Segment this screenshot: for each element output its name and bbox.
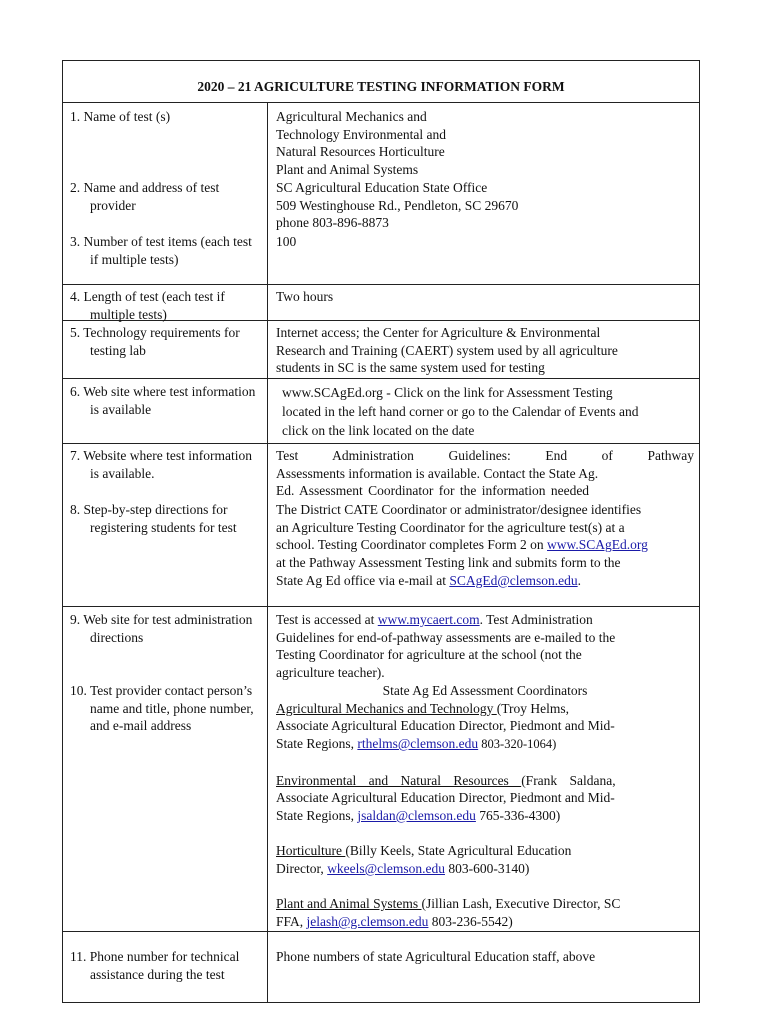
row-11-label: 11. Phone number for technical assistance during the test — [70, 949, 240, 982]
row-11-value: Phone numbers of state Agricultural Education staff, above — [276, 949, 596, 964]
row-8-label: 8. Step-by-step directions for registering students for test — [70, 502, 237, 535]
row-7-value: Test Administration Guidelines: End of Pathway Assessments information is available. Contact the State Ag. Ed. Assessment Coordinator for the information needed — [276, 448, 694, 499]
row-divider — [63, 606, 699, 607]
row-4-value: Two hours — [276, 289, 334, 304]
row-divider — [63, 931, 699, 932]
row-2-label: 2. Name and address of test provider — [70, 180, 220, 213]
jsaldan-email-link[interactable]: jsaldan@clemson.edu — [357, 807, 476, 823]
row-4-label: 4. Length of test (each test if multiple tests) — [70, 289, 225, 322]
scaged-email-link[interactable]: SCAgEd@clemson.edu — [449, 572, 578, 588]
row-8-value: The District CATE Coordinator or administrator/designee identifies an Agriculture Testing Coordinator for the agriculture test(s) at a school. Testing Coordinator completes Form 2 on www.SCAgEd.org at the Pathway Assessment Testing link and submits form to the State Ag Ed office via e-mail at SCAgEd@clemson.edu. — [276, 502, 648, 588]
row-divider — [63, 443, 699, 444]
coordinator-pas: Plant and Animal Systems (Jillian Lash, Executive Director, SC — [276, 896, 621, 912]
row-1-label: 1. Name of test (s) — [70, 109, 171, 124]
row-6-value: www.SCAgEd.org - Click on the link for Assessment Testing located in the left hand corner or go to the Calendar of Events and click on the link located on the date — [282, 385, 639, 438]
form-title: 2020 – 21 AGRICULTURE TESTING INFORMATION FORM — [63, 61, 699, 103]
row-3-label: 3. Number of test items (each test if multiple tests) — [70, 234, 252, 267]
wkeels-email-link[interactable]: wkeels@clemson.edu — [327, 861, 445, 876]
row-10-label: 10. Test provider contact person’s name and title, phone number, and e-mail address — [70, 683, 254, 734]
scaged-website-link[interactable]: www.SCAgEd.org — [547, 537, 648, 553]
rthelms-email-link[interactable]: rthelms@clemson.edu — [357, 736, 479, 752]
mycaert-link[interactable]: www.mycaert.com — [377, 612, 480, 627]
row-5-label: 5. Technology requirements for testing lab — [70, 325, 240, 358]
row-divider — [63, 284, 699, 285]
row-10-value: State Ag Ed Assessment Coordinators Agricultural Mechanics and Technology (Troy Helms, Associate Agricultural Education Director, Piedmont and Mid- State Regions, rthelms@clemson.edu 803-320-1064) Environmental and Natural Resources (Frank Saldana, Associate Agricultural Education Director, Piedmont and Mid- State Regions, jsaldan@clemson.edu 765-336-4300) Horticulture (Billy Keels, State Agricultural Education Director, wkeels@clemson.edu 803-600-3140) Plant and Animal Systems (Jillian Lash, Executive Director, SC FFA, jelash@g.clemson.edu 803-236-5542) — [276, 682, 694, 931]
row-divider — [63, 378, 699, 379]
row-6-label: 6. Web site where test information is available — [70, 384, 256, 417]
row-9-value: Test is accessed at www.mycaert.com. Test Administration Guidelines for end-of-pathway assessments are e-mailed to the Testing Coordinator for agriculture at the school (not the agriculture teacher). — [276, 612, 616, 681]
row-2-value: SC Agricultural Education State Office 509 Westinghouse Rd., Pendleton, SC 29670 phone 803-896-8873 — [276, 180, 519, 231]
form-table — [62, 60, 700, 1003]
row-1-value: Agricultural Mechanics and Technology Environmental and Natural Resources Horticulture Plant and Animal Systems — [276, 109, 447, 178]
coordinator-env: Environmental and Natural Resources (Frank Saldana, — [276, 772, 616, 788]
row-9-label: 9. Web site for test administration directions — [70, 612, 253, 645]
column-divider — [267, 103, 268, 1002]
row-3-value: 100 — [276, 234, 297, 249]
row-5-value: Internet access; the Center for Agriculture & Environmental Research and Training (CAERT) system used by all agriculture students in SC is the same system used for testing — [276, 325, 618, 376]
coordinator-agmech: Agricultural Mechanics and Technology (Troy Helms, — [276, 700, 570, 716]
jelash-email-link[interactable]: jelash@g.clemson.edu — [306, 914, 429, 930]
coordinators-heading: State Ag Ed Assessment Coordinators — [382, 683, 588, 698]
coordinator-hort: Horticulture (Billy Keels, State Agricultural Education — [276, 843, 572, 859]
row-7-label: 7. Website where test information is available. — [70, 448, 252, 481]
